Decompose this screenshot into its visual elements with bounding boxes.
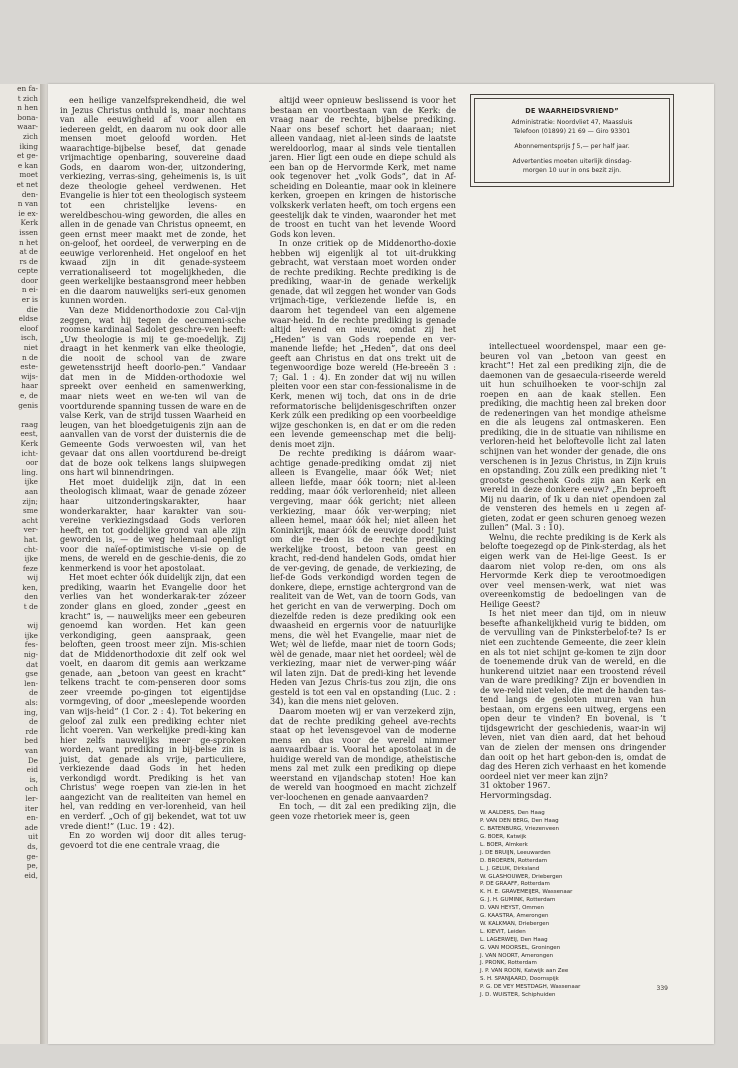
spine-text-fragment: zich — [23, 131, 38, 141]
spine-text-fragment: Kerk — [20, 218, 38, 228]
signatory: P. G. DE VEY MESTDAGH, Wassenaar — [480, 984, 581, 991]
signatory-list — [480, 810, 666, 1000]
signatory: J. DE BRUIJN, Leeuwarden — [480, 849, 551, 856]
spine-text-fragment: ge- — [26, 851, 38, 861]
spine-text-fragment: acht — [21, 515, 38, 525]
spine-text-fragment: ade — [24, 822, 38, 832]
spine-text-fragment: t de — [23, 602, 38, 612]
spine-text-fragment: fes- — [24, 640, 38, 650]
spine-text-fragment: niet — [23, 343, 38, 353]
spine-text-fragment: pe, — [26, 861, 38, 871]
spine-text-fragment: n van — [17, 199, 38, 209]
spine-text-fragment: oor — [25, 458, 38, 468]
spine-text-fragment: gse — [25, 669, 38, 679]
phone-and-giro: Telefoon (01899) 21 69 — Giro 93301 — [513, 128, 631, 135]
signatory: D. BROEREN, Rotterdam — [480, 857, 548, 864]
signatory: W. GLASHOUWER, Driebergen — [480, 873, 563, 880]
spine-text-fragment: eest, — [20, 429, 38, 439]
spine-text-fragment: bed — [24, 736, 38, 746]
spine-text-fragment: ie ex- — [18, 208, 38, 218]
spine-text-fragment: moet — [19, 170, 38, 180]
subscription-price: Abonnementsprijs ƒ 5,— per half jaar. — [514, 143, 630, 150]
spine-text-fragment: ler- — [25, 793, 38, 803]
column-3-paragraph: intellectueel woordenspel, maar een ge-beuren vol van „betoon van geest en kracht”! Het zal een prediking zijn, die de daemonen van de gesaecula-riseerde wereld uit hun schuilhoeken te voor-schijn zal roepen en aan de kaak stellen. Een prediking, die machtig heen zal breken door de redeneringen van het mondige atheïsme en die als leugens zal ontmaskeren. Een prediking, die in de situatie van nihilisme en verloren-heid het beloftevolle licht zal laten schijnen van het wonder der genade, die ons verschenen is in Jezus Christus, in Zijn kruis en opstanding. Zou zúlk een prediking niet ’t grootste geschenk Gods zijn aan Kerk en wereld in deze donkere eeuw? „En beproeft Mij nu daarin, of Ik u dan niet opendoen zal de vensteren des hemels en u zegen af-gieten, zodat er geen schuren genoeg wezen zullen” (Mal. 3 : 10). — [480, 341, 666, 533]
spine-text-fragment: eid — [26, 765, 38, 775]
spine-text-fragment: n het — [19, 237, 38, 247]
signatory: P. DE GRAAFF, Rotterdam — [480, 881, 550, 888]
column-1-paragraph: Het moet duidelijk zijn, dat in een theologisch klimaat, waar de genade zózeer haar uitzonderingskarakter, haar wonderkarakter, haar karakter van sou-vereine verkiezingsdaad Gods verloren heeft, en tot goddelijke grond van alle zijn geworden is, — de weg helemaal openligt voor die naïef-optimistische vi-sie op de mens, de wereld en de geschie-denis, die zo kenmerkend is voor het apostolaat. — [60, 476, 246, 573]
column-1-paragraph: En zo worden wij door dit alles terug-gevoerd tot die ene centrale vraag, die — [60, 830, 246, 850]
spine-text-fragment: ijke — [24, 630, 38, 640]
spine-text-fragment: door — [21, 275, 38, 285]
spine-text-fragment: et ge- — [16, 151, 38, 161]
signatory: J. VAN NOORT, Amerongen — [480, 952, 554, 959]
spine-text-fragment: uit — [28, 832, 38, 842]
spine-text-fragment: den- — [21, 189, 38, 199]
advertising-deadline-line-1: Advertenties moeten uiterlijk dinsdag- — [512, 158, 632, 165]
column-2-paragraph: altijd weer opnieuw beslissend is voor het bestaan en voortbestaan van de Kerk: de vraag naar de rechte, bijbelse prediking. Naar ons besef schort het daaraan; niet alleen vandaag, niet al-leen sinds de laatste wereldoorlog, maar al sinds vele tientallen jaren. Hier ligt een oude en diepe schuld als een ban op de Hervormde Kerk, met name ook tegenover het „volk Gods”, dat in Af-scheiding en Doleantie, maar ook in kleinere kerken, groepen en kringen de historische volkskerk verlaten heeft, om toch ergens een geestelijk dak te vinden, waaronder het met de troost en tucht van het levende Woord Gods kon leven. — [270, 95, 456, 239]
spine-text-fragment: aan — [24, 486, 38, 496]
spine-text-fragment: en- — [26, 813, 38, 823]
column-3-paragraph: Welnu, die rechte prediking is de Kerk als belofte toegezegd op de Pink-sterdag, als het eigen werk van de Hei-lige Geest. Is er daarom niet volop re-den, om ons als Hervormde Kerk diep te verootmoedigen over veel mensen-werk, wat niet was overeenkomstig de bedoelingen van de Heilige Geest? — [480, 531, 666, 609]
signatory: C. BATENBURG, Vriezenveen — [480, 826, 559, 833]
spine-text-fragment: len- — [24, 678, 38, 688]
spine-text-fragment: waar- — [17, 122, 38, 132]
signatory: J. PRONK, Rotterdam — [480, 960, 537, 967]
spine-text-fragment: sme — [23, 506, 38, 516]
spine-text-fragment: den — [24, 592, 38, 602]
spine-text-fragment: ken, — [22, 582, 38, 592]
advertising-deadline-line-2: morgen 10 uur in ons bezit zijn. — [522, 167, 622, 174]
signatory: D. VAN HEYST, Ommen — [480, 905, 544, 912]
spine-text-fragment: et net — [16, 179, 38, 189]
spine-text-fragment: wij — [27, 621, 38, 631]
column-3-paragraph: Is het niet meer dan tijd, om in nieuw besefte afhankelijkheid vurig te bidden, om de vervulling van de Pinksterbelof-te? Is er niet een zuchtende Gemeente, die zeer klein en als tot niet schijnt ge-komen te zijn door de toenemende druk van de wereld, en die hunkerend uitziet naar een troostend réveil van de ware prediking? Zijn er bovendien in de we-reld niet velen, die met de handen tas-tend langs de gesloten muren van hun bestaan, om ergens een uitweg, ergens een open deur te vinden? En bovenal, is ’t tijdsgewricht der geschiedenis, waar-in wij leven, niet van dien aard, dat het behoud van de zielen der mensen ons dringender dan ooit op het hart gebon-den is, omdat de dag des Heren zich verhaast en het komende oordeel niet ver meer kan zijn? — [480, 608, 666, 781]
signatory: L. BOER, Almkerk — [480, 841, 528, 848]
spine-text-fragment: este- — [20, 362, 38, 372]
spine-text-fragment: ds, — [27, 841, 38, 851]
signatory: G. J. H. GUMINK, Rotterdam — [480, 897, 556, 904]
page-number: 339 — [656, 985, 668, 992]
spine-text-fragment: is, — [29, 774, 38, 784]
column-2-paragraph: De rechte prediking is dáárom waar-achtige genade-prediking omdat zij niet alleen is Evangelie, maar óók Wet; niet alleen liefde, maar óók toorn; niet al-leen redding, maar óók verlorenheid; niet alleen vergeving, maar óók gericht; niet alleen verkiezing, maar óók ver-werping; niet alleen hemel, maar óók hel; niet alleen het Koninkrijk, maar óók de eeuwige dood! Juist om die re-den is de rechte prediking werkelijke troost, betoon van geest en kracht, red-dend handelen Gods, omdat hier de ver-geving, de genade, de verkiezing, de lief-de Gods verkondigd worden tegen de donkere, diepe, ernstige achtergrond van de realiteit van de Wet, van de toorn Gods, van het gericht en van de verwerping. Doch om diezelfde reden is deze prediking ook een ḋwaasheid en ergernis voor de natuurlijke mens, die wèl het Evangelie, maar niet de Wet; wèl de liefde, maar niet de toorn Gods; wèl de genade, maar niet het oordeel; wèl de verkiezing, maar niet de verwer-ping wáár wil laten zijn. Dat de predi-king het levende Heden van Jezus Chris-tus zou zijn, die ons gesteld is tot een val en opstanding (Luc. 2 : 34), kan die mens niet geloven. — [270, 448, 456, 707]
column-1-paragraph: een heilige vanzelfsprekendheid, die wel in Jezus Christus onthuld is, maar nochtans van alle eeuwigheid af voor allen en iedereen geldt, en daarom nu ook door alle mensen moet geloofd worden. Het waarachtige-bijbelse besef, dat genade vrijmachtige openbaring, souvereine daad Gods, en daarom won-der, uitzondering, verkiezing, verras-sing, geheimenis is, is uit deze theologie geheel verdwenen. Het Evangelie is hier tot een theologisch systeem tot een christelijke levens- en wereldbeschou-wing geworden, die alles en allen in de genade van Christus opneemt, en geen ernst meer maakt met de zonde, het on-geloof, het oordeel, de verwerping en de eeuwige verlorenheid. Het ongeloof en het kwaad zijn in dit genade-systeem verrationaliseerd tot mogelijkheden, die geen werkelijke bestaansgrond meer hebben en die daarom nauwelijks seri-eux genomen kunnen worden. — [60, 95, 246, 306]
spine-text-fragment: er is — [21, 295, 38, 305]
signatory: W. AALDERS, Den Haag — [480, 810, 545, 817]
spine-text-fragment: ijke — [24, 554, 38, 564]
spine-text-fragment: wij — [27, 573, 38, 583]
spine-text-fragment: dat — [26, 659, 38, 669]
spine-text-fragment: cepte — [17, 266, 38, 276]
spine-text-fragment — [0, 410, 40, 420]
spine-text-fragment: de — [29, 717, 38, 727]
spine-text-fragment: n de — [21, 352, 38, 362]
spine-text-fragment: rde — [25, 726, 38, 736]
spine-text-fragment: n hen — [17, 103, 38, 113]
article-column-1 — [60, 96, 246, 1001]
signatory: L. LAGERWEIJ, Den Haag — [480, 936, 548, 943]
spine-text-fragment: als: — [25, 698, 38, 707]
signatory: G. KAASTRA, Amerongen — [480, 913, 549, 920]
spine-text-fragment: wijs- — [20, 371, 38, 381]
signatory: K. H. E. GRAVEMEIJER, Wassenaar — [480, 889, 573, 896]
spine-text-fragment: e kan — [17, 160, 38, 170]
column-2-paragraph: Daarom moeten wij er van verzekerd zijn, dat de rechte prediking geheel ave-rechts staat op het levensgevoel van de moderne mens en dus voor de wereld nimmer aanvaardbaar is. Vooral het apostolaat in de huidige wereld van de mondige, atheïstische mens zal met zulk een prediking op diepe weerstand en vijandschap stoten! Hoe kan de wereld van hoogmoed en macht zichzelf ver-loochenen en genade aanvaarden? — [270, 706, 456, 802]
spine-text-fragment: van — [24, 745, 38, 755]
article-column-2 — [270, 96, 456, 1001]
spine-text-fragment: e, de — [20, 391, 38, 400]
previous-page-spine — [0, 84, 40, 1044]
spine-text-fragment: rs de — [19, 256, 38, 266]
spine-text-fragment: iking — [19, 141, 38, 151]
spine-text-fragment: en fa- — [17, 84, 38, 93]
spine-text-fragment: t zich — [17, 93, 38, 103]
spine-text-fragment: icht- — [21, 448, 38, 458]
spine-text-fragment: cht- — [23, 544, 38, 554]
spine-text-fragment: De — [27, 755, 38, 765]
spine-text-fragment: de — [29, 688, 38, 698]
administration-address: Administratie: Noordvliet 47, Maassluis — [511, 119, 633, 126]
document-date: 31 oktober 1967. — [480, 780, 551, 791]
spine-text-fragment: eid, — [24, 870, 38, 880]
signatory: J. D. WUISTER, Schiphuiden — [480, 992, 556, 999]
publication-title: DE WAARHEIDSVRIEND” — [525, 107, 619, 115]
document-page — [48, 84, 714, 1044]
spine-text-fragment: feze — [22, 563, 38, 573]
signatory: S. H. SPANJAARD, Doornspijk — [480, 976, 559, 983]
spine-text-fragment: n ei- — [21, 285, 38, 295]
publication-info-box — [470, 94, 674, 187]
spine-text-fragment: nig- — [23, 650, 38, 660]
spine-text-fragment: och — [24, 784, 38, 794]
spine-text-fragment: ling. — [21, 467, 38, 477]
column-1-paragraph: Het moet echter óók duidelijk zijn, dat een prediking, waarin het Evangelie door het verlies van het wonderkarak-ter zózeer zonder glans en gloed, zonder „geest en kracht” is, — nauwelijks meer een gebeuren genoemd kan worden. Het kan geen verkondiging, geen aanspraak, geen beloften, geen troost meer zijn. Mis-schien dat de Middenorthodoxie dit zelf ook wel voelt, en daarom dit gemis aan werkzame genade, aan „betoon van geest en kracht” telkens tracht te com-penseren door soms zeer vreemde po-gingen tot eigentijdse vormgeving, of door „meeslepende woorden van wijs-heid” (1 Cor. 2 : 4). Tot bekering en geloof zal zulk een prediking echter niet licht voeren. Van werkelijke predi-king kan hier zelfs nauwelijks meer ge-sproken worden, want prediking in bij-belse zin is juist, dat genade als vrije, particuliere, verkiezende daad Gods in het heden verkondigd wordt. Prediking is het van Christus' wege roepen van zie-len in het aangezicht van de realiteiten van hemel en hel, van redding en ver-lorenheid, van heil en verderf. „Och of gij bekendet, wat tot uw vrede dient!” (Luc. 19 : 42). — [60, 572, 246, 831]
spine-text-fragment: issen — [19, 227, 38, 237]
signatory: P. VAN DEN BERG, Den Haag — [480, 818, 559, 825]
column-1-paragraph: Van deze Middenorthodoxie zou Cal-vijn zeggen, wat hij tegen de oecumeni-sche roomse kardinaal Sadolet geschre-ven heeft: „Uw theologie is mij te ge-moedelijk. Zij draagt in het kenmerk van elke theologie, die nooit de school van de zware gewetensstrijd heeft doorlo-pen.” Vandaar dat men in de Midden-orthodoxie wel spreekt over eenheid en samenwerking, maar niets weet en we-ten wil van de voortdurende spanning tussen de ware en de valse Kerk, van de strijd tussen Waarheid en leugen, van het bloedgetuigenis zijn aan de aanvallen van de vorst der duisternis die de Gemeente Gods verwoesten wil, van het gevaar dat ons allen voortdurend be-dreigt dat de boze ook telkens langs sluipwegen ons hart wil binnendringen. — [60, 305, 246, 478]
spine-text-fragment — [0, 612, 40, 622]
spine-text-fragment: die — [26, 304, 38, 314]
signatory: L. KIEVIT, Leiden — [480, 928, 526, 935]
spine-text-fragment: Kerk — [20, 438, 38, 448]
spine-text-fragment: iter — [24, 803, 38, 813]
signatory: J. P. VAN ROON, Katwijk aan Zee — [480, 968, 569, 975]
spine-text-fragment: zijn; — [22, 496, 38, 506]
spine-text-fragment: ijke — [24, 477, 38, 487]
spine-text-fragment: isch, — [20, 333, 38, 343]
spine-text-fragment: raag — [21, 419, 38, 429]
spine-text-fragment: haar — [21, 381, 38, 391]
column-2-paragraph: In onze critiek op de Middenortho-doxie hebben wij eigenlijk al tot uit-drukking gebracht, wat verstaan moet worden onder de rechte prediking. Rechte prediking is de prediking, waar-in de genade werkelijk genade, dat wil zeggen het wonder van Gods vrijmach-tige, verkiezende liefde is, en daarom het tegendeel van een algemene waar-heid. In de rechte prediking is genade altijd levend en nieuw, omdat zij het „Heden” is van Gods roepende en ver-manende liefde; het „Heden”, dat ons deel geeft aan Christus en dat ons trekt uit de tegenwoordige boze wereld (He-breeën 3 : 7; Gal. 1 : 4). En zonder dat wij nu willen pleiten voor een star con-fessionalisme in de Kerk, menen wij toch, dat ons in de drie reformatorische belijdenisgeschriften onzer Kerk zúlk een prediking op een voorbeeldige wijze geschonken is, en dat er om die reden een levende gemeenschap met die belij-denis moet zijn. — [270, 238, 456, 449]
spine-text-fragment: eloof — [19, 323, 38, 333]
column-2-paragraph: En toch, — dit zal een prediking zijn, die geen voze rhetoriek meer is, geen — [270, 801, 456, 822]
spine-text-fragment: ing, — [23, 707, 38, 717]
signatory: G. VAN MOORSEL, Groningen — [480, 944, 561, 951]
spine-text-fragment: genis — [18, 400, 38, 410]
spine-text-fragment: ver- — [23, 525, 38, 535]
book-gutter — [40, 84, 48, 1044]
spine-text-fragment: eldse — [18, 314, 38, 324]
signatory: L. J. GELUK, Dirksland — [480, 865, 540, 872]
spine-text-fragment: hat. — [23, 534, 38, 544]
publication-info-inner — [474, 98, 670, 183]
spine-text-fragment: bona- — [17, 112, 38, 122]
document-occasion: Hervormingsdag. — [480, 789, 552, 800]
signatory: W. KALKMAN, Driebergen — [480, 920, 550, 927]
signatory: G. BOER, Katwijk — [480, 833, 527, 840]
spine-text-fragment: at de — [19, 247, 38, 257]
